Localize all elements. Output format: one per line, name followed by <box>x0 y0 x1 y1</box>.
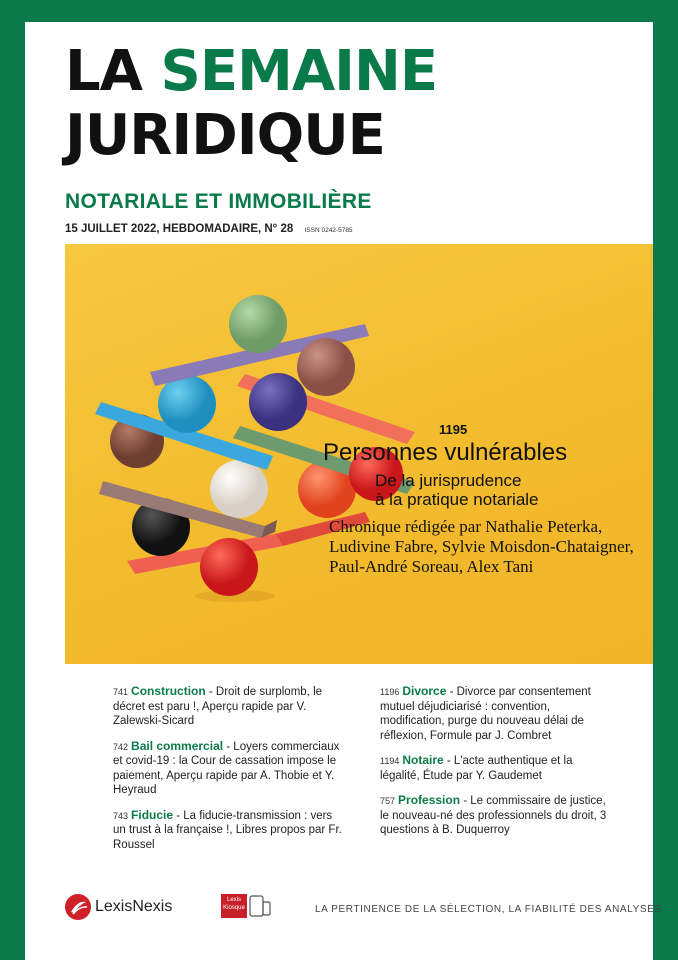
item-number: 742 <box>113 741 129 752</box>
issn: ISSN 0242-5785 <box>304 227 353 234</box>
item-category: Fiducie <box>131 807 174 822</box>
feature-authors-line1: Chronique rédigée par Nathalie Peterka, <box>329 517 603 536</box>
feature-subtitle <box>375 471 645 509</box>
summary-right-column <box>380 684 610 848</box>
summary-left-column <box>113 684 343 862</box>
feature-title: Personnes vulnérables <box>323 439 568 466</box>
masthead-la: LA <box>65 39 143 104</box>
item-number: 743 <box>113 810 129 821</box>
issue-date-line <box>65 223 353 235</box>
item-text: - Divorce par consentement mutuel déjudiciarisé : convention, modification, purge du nouveau délai de réflexion, Formule par J. Combret <box>380 686 591 742</box>
magazine-cover <box>25 22 662 960</box>
tagline: LA PERTINENCE DE LA SÉLECTION, LA FIABILITÉ DES ANALYSES <box>315 904 662 915</box>
item-text: - L'acte authentique et la légalité, Étude par Y. Gaudemet <box>380 755 573 782</box>
lexis-kiosque-badge[interactable] <box>221 894 271 918</box>
masthead-title-line1 <box>65 39 438 104</box>
item-text: - Droit de surplomb, le décret est paru !, Aperçu rapide par V. Zalewski-Sicard <box>113 686 323 727</box>
lexisnexis-logo-icon <box>65 894 91 920</box>
item-text: - La fiducie-transmission : vers un trust à la française !, Libres propos par Fr. Roussel <box>113 809 342 851</box>
item-category: Profession <box>398 793 461 807</box>
feature-authors-line3: Paul-André Soreau, Alex Tani <box>329 557 534 576</box>
feature-number: 1195 <box>439 422 468 437</box>
kiosque-line1: Lexis <box>226 897 241 903</box>
cover-illustration <box>65 244 653 664</box>
lexisnexis-logo[interactable] <box>65 894 172 920</box>
kiosque-logo <box>221 894 247 918</box>
item-number: 741 <box>113 687 129 697</box>
item-number: 1194 <box>380 756 400 766</box>
summary-item[interactable] <box>380 753 610 783</box>
cover-footer <box>65 894 662 924</box>
devices-icon <box>249 894 271 918</box>
feature-article[interactable] <box>315 422 645 577</box>
item-category: Notaire <box>402 753 444 767</box>
item-number: 757 <box>380 796 396 806</box>
issue-date: 15 JUILLET 2022, HEBDOMADAIRE, N° 28 <box>65 223 294 235</box>
item-category: Divorce <box>402 684 447 698</box>
item-text: - Le commissaire de justice, le nouveau-né des professionnels du droit, 3 questions à B. Duquerroy <box>380 795 607 836</box>
summary-item[interactable] <box>380 684 610 743</box>
summary-item[interactable] <box>113 808 343 853</box>
feature-authors-line2: Ludivine Fabre, Sylvie Moisdon-Chataigner, <box>329 537 634 556</box>
feature-subtitle-line2: à la pratique notariale <box>375 490 539 509</box>
item-category: Bail commercial <box>131 738 224 753</box>
feature-subtitle-line1: De la jurisprudence <box>375 471 522 490</box>
summary-item[interactable] <box>113 739 343 798</box>
masthead-semaine: SEMAINE <box>160 39 438 104</box>
masthead-juridique: JURIDIQUE <box>65 103 385 168</box>
publisher-name: LexisNexis <box>95 898 173 915</box>
edition-subtitle: NOTARIALE ET IMMOBILIÈRE <box>65 190 372 213</box>
feature-authors <box>329 517 645 577</box>
summary-item[interactable] <box>113 684 343 729</box>
item-text: - Loyers commerciaux et covid-19 : la Cour de cassation impose le paiement, Aperçu rapide par A. Thobie et Y. Heyraud <box>113 740 340 796</box>
item-category: Construction <box>131 684 206 698</box>
summary-item[interactable] <box>380 793 610 838</box>
item-number: 1196 <box>380 687 400 697</box>
kiosque-line2: Kiosque <box>223 905 245 911</box>
